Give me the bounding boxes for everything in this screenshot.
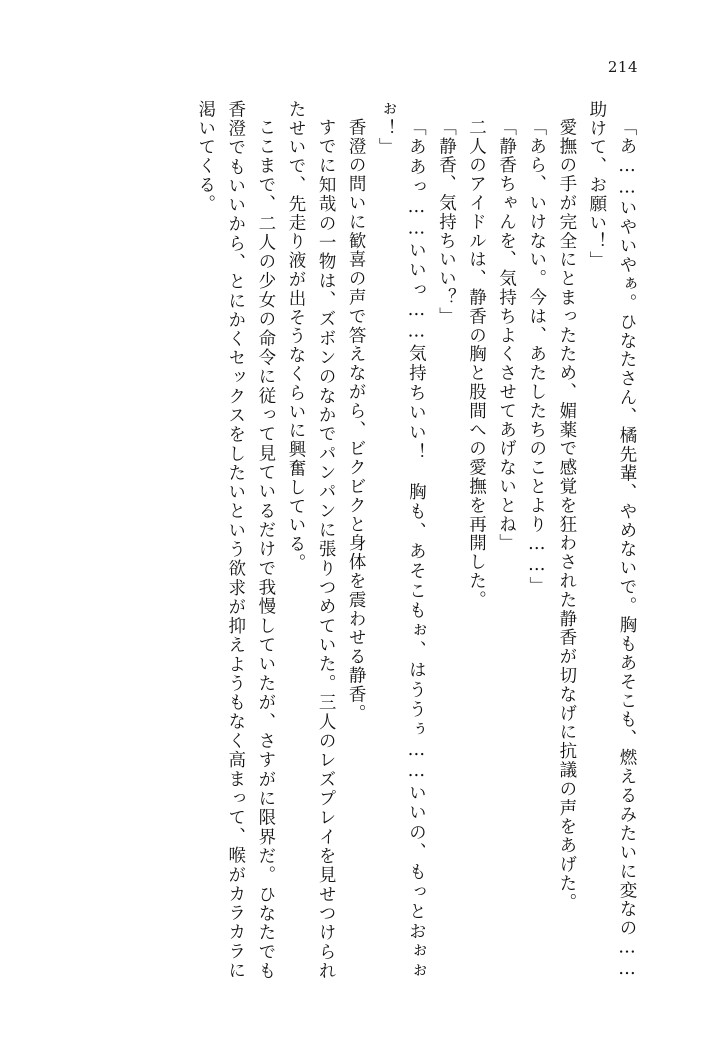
paragraph: 二人のアイドルは、静香の胸と股間への愛撫を再開した。 [466,117,487,609]
page-number: 214 [607,58,638,76]
body-text [58,100,642,980]
paragraph: すでに知哉の一物は、ズボンのなかでパンパンに張りつめていた。三人のレズプレイを見せつけられたせいで、先走り液が出そうなくらいに興奮している。 [285,100,337,980]
paragraph: ここまで、二人の少女の命令に従って見ているだけで我慢していたが、さすがに限界だ。ひなたでも香澄でもいいから、とにかくセックスをしたいという欲求が抑えようもなく高まって、喉がカラカラに渇いてくる。 [195,100,276,980]
paragraph: 「静香ちゃんを、気持ちよくさせてあげないとね」 [496,117,517,553]
paragraph: 愛撫の手が完全にとまったため、媚薬で感覚を狂わされた静香が切なげに抗議の声をあげた。 [556,117,577,912]
paragraph: 「あら、いけない。今は、あたしたちのことより……」 [526,117,547,595]
paragraph: 「ああっ……いいっ……気持ちいい！ 胸も、あそこもぉ、はううぅ……いいの、もっとおぉぉぉ！」 [376,100,427,980]
paragraph: 香澄の問いに歓喜の声で答えながら、ビクビクと身体を震わせる静香。 [346,117,367,723]
paragraph: 「あ……いやいやぁ。ひなたさん、橘先輩、やめないで。胸もあそこも、燃えるみたいに変なの……助けて、お願い！」 [586,100,637,980]
paragraph: 「静香、気持ちいい？」 [436,117,457,326]
